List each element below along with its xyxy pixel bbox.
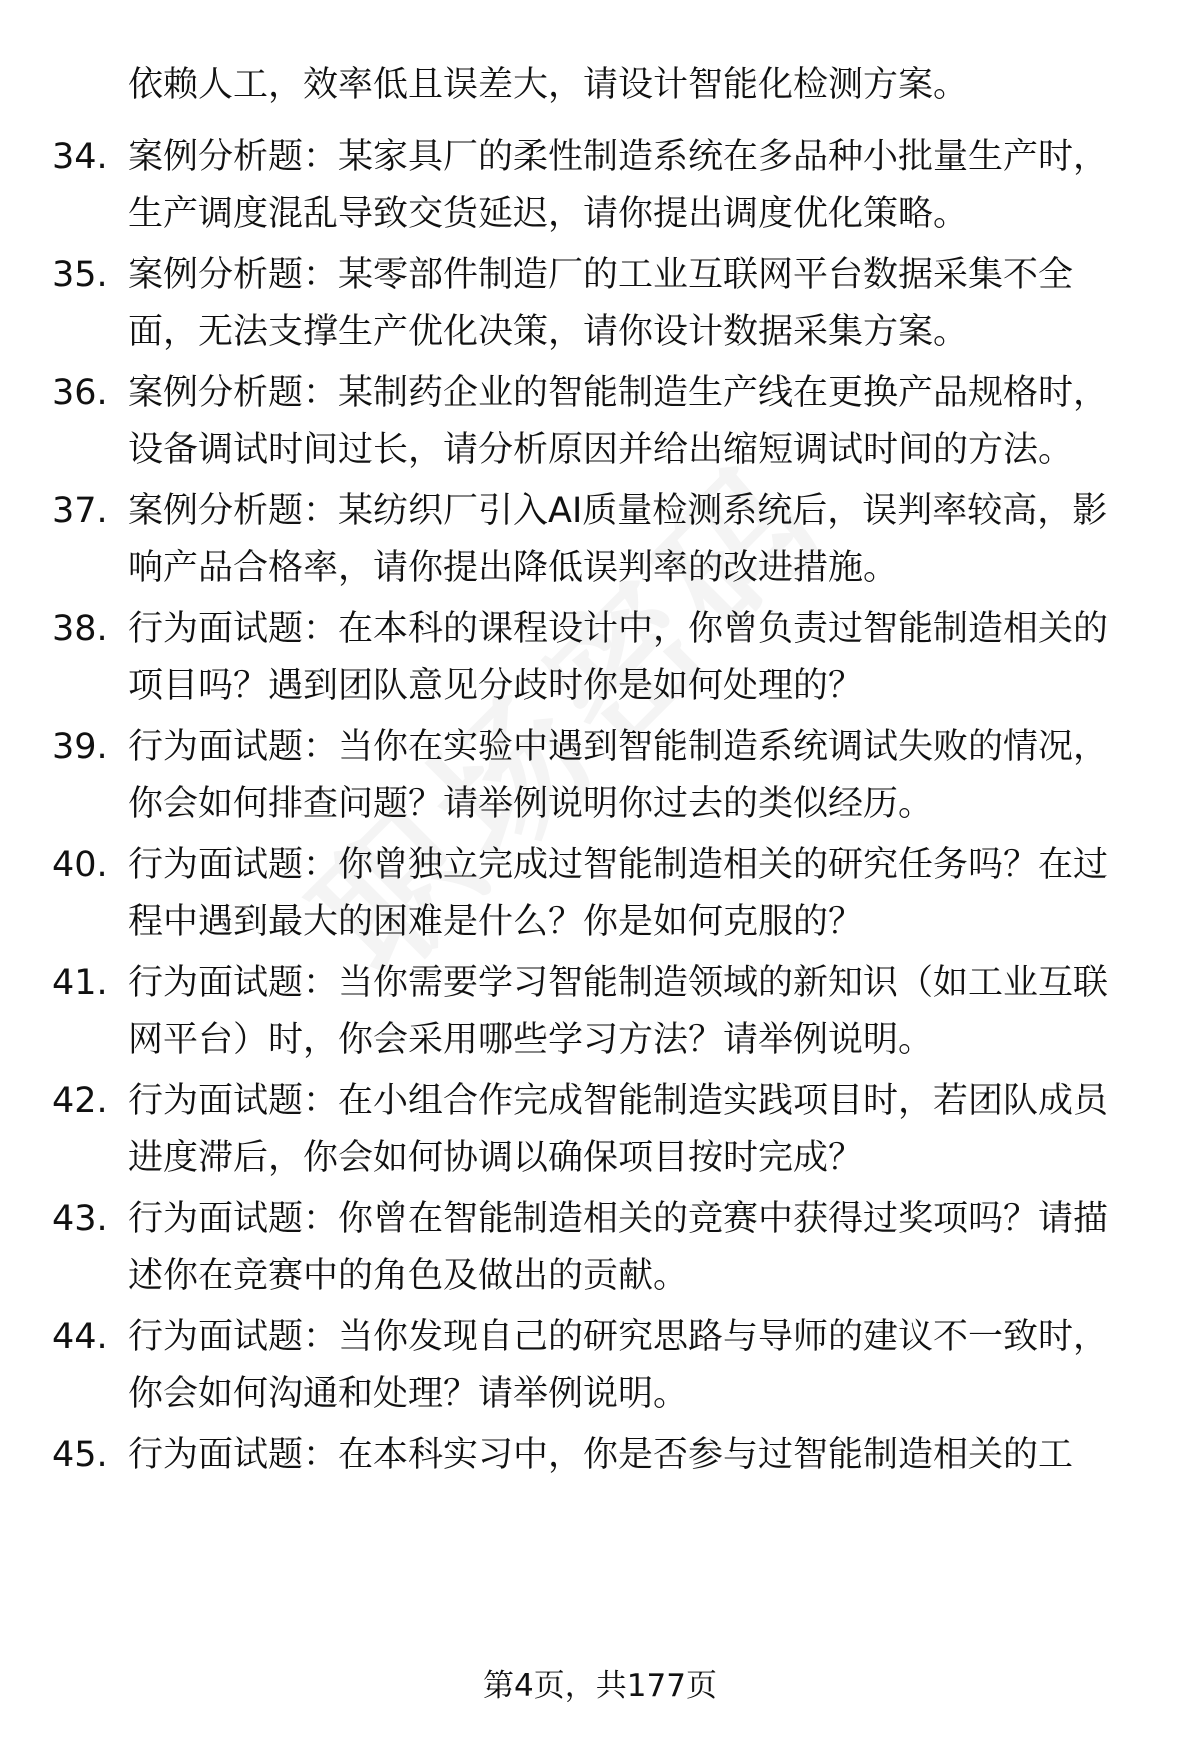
question-text-line: 网平台）时，你会采用哪些学习方法？请举例说明。 [128,1020,934,1060]
question-text-line: 生产调度混乱导致交货延迟，请你提出调度优化策略。 [128,194,969,234]
question-number: 37. [52,491,108,531]
question-number: 35. [52,255,108,295]
question-text-line: 行为面试题：当你需要学习智能制造领域的新知识（如工业互联 [128,963,1109,1003]
question-text-line: 行为面试题：在小组合作完成智能制造实践项目时，若团队成员 [128,1081,1109,1121]
question-text-line: 行为面试题：在本科的课程设计中，你曾负责过智能制造相关的 [128,609,1109,649]
question-number: 34. [52,137,108,177]
question-text-line: 你会如何排查问题？请举例说明你过去的类似经历。 [128,784,934,824]
question-text-line: 行为面试题：当你发现自己的研究思路与导师的建议不一致时， [128,1317,1109,1357]
question-text-line: 行为面试题：你曾在智能制造相关的竞赛中获得过奖项吗？请描 [128,1199,1109,1239]
question-number: 41. [52,963,108,1003]
question-text-line: 行为面试题：你曾独立完成过智能制造相关的研究任务吗？在过 [128,845,1109,885]
question-text-line: 行为面试题：当你在实验中遇到智能制造系统调试失败的情况， [128,727,1109,767]
question-text-line: 设备调试时间过长，请分析原因并给出缩短调试时间的方法。 [128,430,1074,470]
question-text-line: 案例分析题：某零部件制造厂的工业互联网平台数据采集不全 [128,255,1074,295]
question-text-line: 程中遇到最大的困难是什么？你是如何克服的？ [128,902,864,942]
question-text-line: 进度滞后，你会如何协调以确保项目按时完成？ [128,1138,864,1178]
question-text-line: 面，无法支撑生产优化决策，请你设计数据采集方案。 [128,312,969,352]
question-number: 45. [52,1435,108,1475]
question-text-line: 述你在竞赛中的角色及做出的贡献。 [128,1256,689,1296]
question-number: 39. [52,727,108,767]
question-number: 40. [52,845,108,885]
question-text-line: 行为面试题：在本科实习中，你是否参与过智能制造相关的工 [128,1435,1074,1475]
question-number: 44. [52,1317,108,1357]
question-number: 42. [52,1081,108,1121]
continued-question-text: 依赖人工，效率低且误差大，请设计智能化检测方案。 [128,65,969,105]
question-text-line: 你会如何沟通和处理？请举例说明。 [128,1374,689,1414]
question-number: 38. [52,609,108,649]
question-text-line: 案例分析题：某家具厂的柔性制造系统在多品种小批量生产时， [128,137,1109,177]
question-text-line: 案例分析题：某纺织厂引入AI质量检测系统后，误判率较高，影 [128,491,1108,531]
question-number: 36. [52,373,108,413]
page-footer: 第4页，共177页 [483,1668,717,1704]
question-text-line: 项目吗？遇到团队意见分歧时你是如何处理的？ [128,666,864,706]
question-number: 43. [52,1199,108,1239]
question-text-line: 响产品合格率，请你提出降低误判率的改进措施。 [128,548,899,588]
question-text-line: 案例分析题：某制药企业的智能制造生产线在更换产品规格时， [128,373,1109,413]
